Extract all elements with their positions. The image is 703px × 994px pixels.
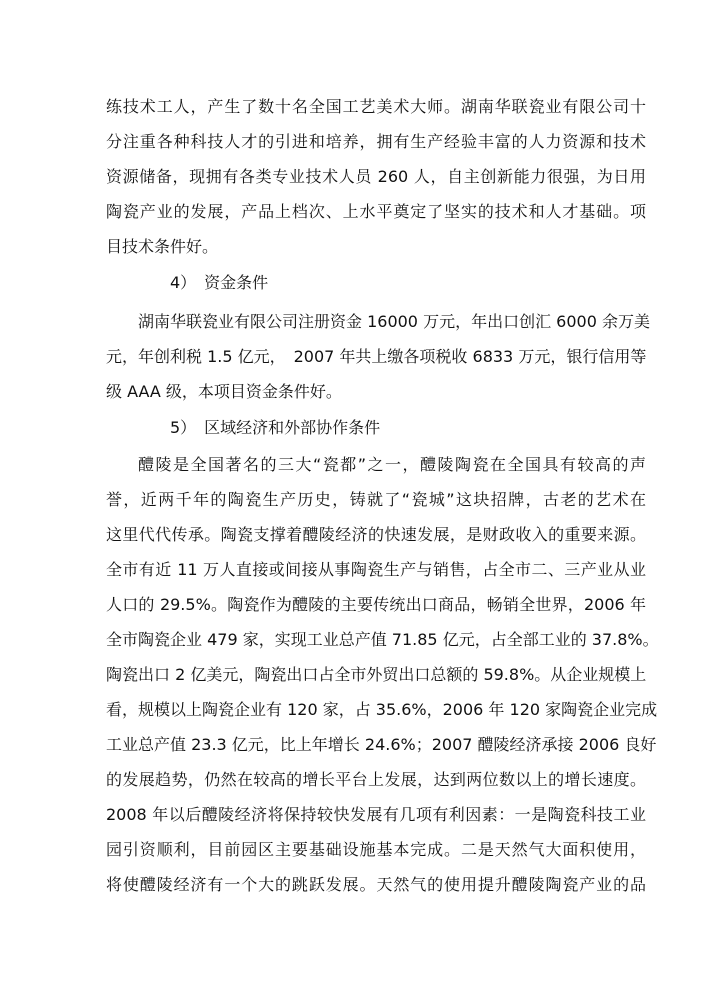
text-line: 醴陵是全国著名的三大“瓷都”之一，醴陵陶瓷在全国具有较高的声: [138, 455, 646, 474]
section-heading-regional: 5） 区域经济和外部协作条件: [170, 418, 381, 437]
text-line: 人口的 29.5%。陶瓷作为醴陵的主要传统出口商品，畅销全世界，2006 年: [106, 595, 646, 614]
text-line: 全市陶瓷企业 479 家，实现工业总产值 71.85 亿元，占全部工业的 37.8%。: [106, 630, 659, 649]
text-line: 元，年创利税 1.5 亿元， 2007 年共上缴各项税收 6833 万元，银行信用等: [106, 347, 647, 366]
text-line: 目技术条件好。: [106, 237, 219, 256]
text-line: 陶瓷产业的发展，产品上档次、上水平奠定了坚实的技术和人才基础。项: [106, 202, 646, 221]
text-line: 看，规模以上陶瓷企业有 120 家，占 35.6%，2006 年 120 家陶瓷企业完成: [106, 700, 658, 719]
text-line: 陶瓷出口 2 亿美元，陶瓷出口占全市外贸出口总额的 59.8%。从企业规模上: [106, 665, 647, 684]
text-line: 练技术工人，产生了数十名全国工艺美术大师。湖南华联瓷业有限公司十: [106, 97, 646, 116]
text-line: 资源储备，现拥有各类专业技术人员 260 人，自主创新能力很强，为日用: [106, 167, 646, 186]
text-line: 园引资顺利，目前园区主要基础设施基本完成。二是天然气大面积使用，: [106, 840, 646, 859]
text-line: 的发展趋势，仍然在较高的增长平台上发展，达到两位数以上的增长速度。: [106, 770, 646, 789]
text-line: 这里代代传承。陶瓷支撑着醴陵经济的快速发展，是财政收入的重要来源。: [106, 525, 646, 544]
text-line: 全市有近 11 万人直接或间接从事陶瓷生产与销售，占全市二、三产业从业: [106, 560, 646, 579]
text-line: 誉，近两千年的陶瓷生产历史，铸就了“瓷城”这块招牌，古老的艺术在: [106, 490, 646, 509]
text-line: 分注重各种科技人才的引进和培养，拥有生产经验丰富的人力资源和技术: [106, 132, 646, 151]
section-heading-funding: 4） 资金条件: [170, 273, 269, 292]
text-line: 工业总产值 23.3 亿元，比上年增长 24.6%；2007 醴陵经济承接 2006 良好: [106, 735, 657, 754]
text-line: 将使醴陵经济有一个大的跳跃发展。天然气的使用提升醴陵陶瓷产业的品: [106, 875, 646, 894]
text-line: 级 AAA 级，本项目资金条件好。: [106, 382, 342, 401]
text-line: 湖南华联瓷业有限公司注册资金 16000 万元，年出口创汇 6000 余万美: [138, 312, 650, 331]
text-line: 2008 年以后醴陵经济将保持较快发展有几项有利因素：一是陶瓷科技工业: [106, 805, 646, 824]
